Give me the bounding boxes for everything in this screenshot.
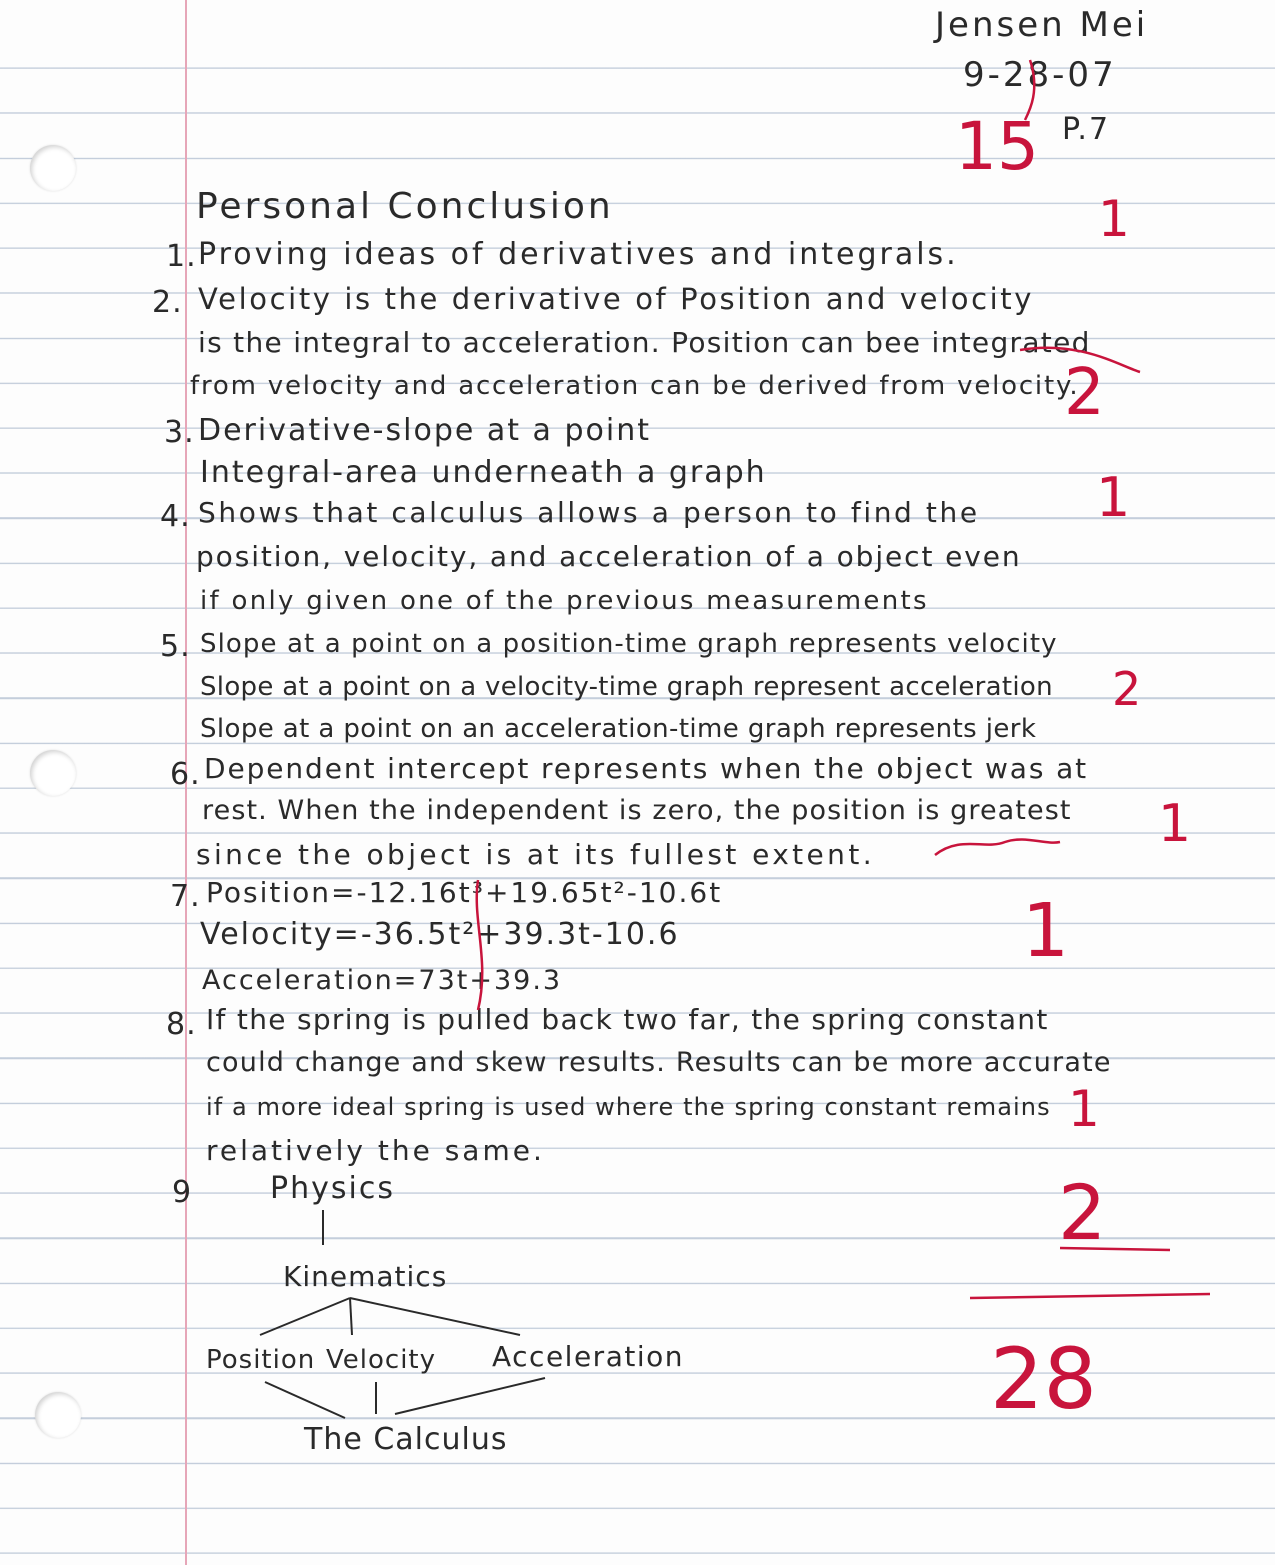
answer-line: could change and skew results. Results can be more accurate [206,1047,1112,1078]
connector-acceleration-calculus [395,1378,545,1414]
question-number: 7. [170,879,201,914]
tree-node-acceleration: Acceleration [492,1340,684,1373]
connector-kinematics-position [260,1298,350,1335]
score-top: 15 [955,108,1039,185]
answer-line: rest. When the independent is zero, the position is greatest [202,795,1072,826]
red-total-line [970,1294,1210,1298]
answer-line: Slope at a point on a position-time graph represents velocity [200,629,1058,659]
connector-position-calculus [265,1382,345,1418]
student-name: Jensen Mei [935,5,1149,45]
question-number: 9 [172,1175,193,1210]
answer-line: Slope at a point on a velocity-time graph represent acceleration [200,672,1053,702]
answer-line: Slope at a point on an acceleration-time graph represents jerk [200,714,1037,744]
answer-line: position, velocity, and acceleration of a object even [196,540,1022,573]
tree-node-physics: Physics [270,1171,395,1206]
answer-line: If the spring is pulled back two far, the spring constant [206,1003,1049,1036]
question-number: 6. [170,757,201,792]
answer-line: Acceleration=73t+39.3 [202,965,563,996]
answer-line: Derivative-slope at a point [198,413,651,448]
answer-line: Position=-12.16t³+19.65t²-10.6t [206,876,723,909]
question-number: 4. [160,499,191,534]
score-mark-q8: 1 [1068,1080,1100,1138]
score-mark-q7: 1 [1022,888,1070,974]
tree-node-kinematics: Kinematics [283,1260,448,1293]
answer-line: Dependent intercept represents when the object was at [204,752,1089,785]
score-mark-q5: 2 [1112,662,1142,716]
connector-kinematics-acceleration [350,1298,520,1335]
answer-line: Velocity is the derivative of Position and velocity [198,282,1035,316]
question-number: 1. [166,239,197,274]
score-mark-q4: 1 [1096,466,1131,529]
answer-line: Velocity=-36.5t²+39.3t-10.6 [200,917,680,952]
tree-node-the-calculus: The Calculus [304,1422,508,1457]
score-mark-q1: 1 [1098,190,1130,248]
period: P.7 [1062,112,1111,147]
red-squiggle-greatest [935,839,1060,855]
answer-line: since the object is at its fullest extent. [196,838,876,871]
answer-line: relatively the same. [206,1134,545,1167]
score-mark-q9: 2 [1058,1168,1107,1257]
answer-line: is the integral to acceleration. Position can bee integrated [198,326,1091,359]
red-check-equation [477,880,482,1010]
score-mark-q2: 2 [1064,356,1105,430]
question-number: 8. [166,1007,197,1042]
answer-line: Proving ideas of derivatives and integrals. [198,237,959,272]
answer-line: Shows that calculus allows a person to find the [198,496,980,529]
question-number: 3. [164,415,195,450]
answer-line: if a more ideal spring is used where the spring constant remains [206,1093,1051,1121]
score-total: 28 [990,1330,1097,1428]
answer-line: if only given one of the previous measurements [200,586,929,616]
score-mark-q6: 1 [1158,794,1192,854]
page-title: Personal Conclusion [196,186,614,227]
question-number: 5. [160,629,191,664]
date: 9-28-07 [963,55,1117,95]
answer-line: Integral-area underneath a graph [200,455,767,490]
connector-kinematics-velocity [350,1298,352,1335]
answer-line: from velocity and acceleration can be derived from velocity. [190,371,1080,401]
tree-node-position: Position [206,1345,316,1375]
question-number: 2. [152,285,183,320]
tree-node-velocity: Velocity [326,1345,436,1375]
